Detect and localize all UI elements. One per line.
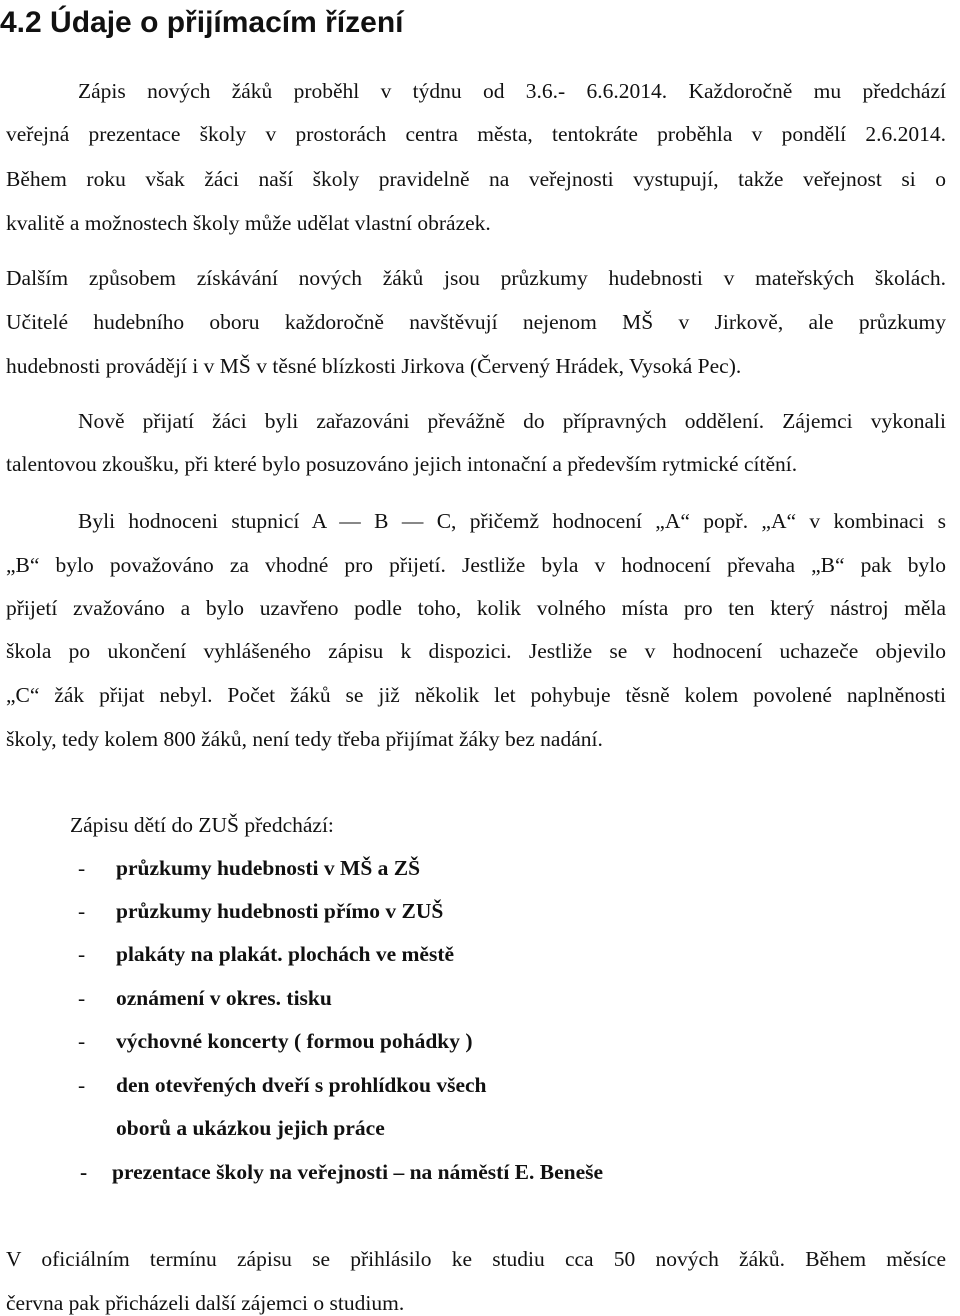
list-item-text: plakáty na plakát. plochách ve městě <box>116 942 455 966</box>
list-item <box>0 855 960 881</box>
paragraph-4-line-6: školy, tedy kolem 800 žáků, není tedy třeba přijímat žáky bez nadání. <box>6 727 603 751</box>
paragraph-2-line-2: Učitelé hudebního oboru každoročně navštěvují nejenom MŠ v Jirkově, ale průzkumy <box>6 310 946 334</box>
paragraph-5-line-2: června pak přicházeli další zájemci o studium. <box>6 1291 405 1315</box>
list-dash: - <box>80 1160 88 1184</box>
list-dash: - <box>78 856 86 880</box>
list-dash: - <box>78 899 86 923</box>
list-item-text: oborů a ukázkou jejich práce <box>116 1116 385 1140</box>
list-item-text: den otevřených dveří s prohlídkou všech <box>116 1073 487 1097</box>
paragraph-2-line-3: hudebnosti provádějí i v MŠ v těsné blízkosti Jirkova (Červený Hrádek, Vysoká Pec). <box>6 354 742 378</box>
paragraph-3-line-1: Nově přijatí žáci byli zařazováni převážně do přípravných oddělení. Zájemci vykonali <box>78 409 946 433</box>
paragraph-2-line-1: Dalším způsobem získávání nových žáků jsou průzkumy hudebnosti v mateřských školách. <box>6 266 946 290</box>
paragraph-1-line-4: kvalitě a možnostech školy může udělat vlastní obrázek. <box>6 211 491 235</box>
list-item-text: průzkumy hudebnosti v MŠ a ZŠ <box>116 856 421 880</box>
paragraph-1-line-2: veřejná prezentace školy v prostorách centra města, tentokráte proběhla v pondělí 2.6.2014. <box>6 122 946 146</box>
paragraph-4-line-2: „B“ bylo považováno za vhodné pro přijetí. Jestliže byla v hodnocení převaha „B“ pak bylo <box>6 553 946 577</box>
list-item <box>0 898 960 924</box>
paragraph-4-line-5: „C“ žák přijat nebyl. Počet žáků se již několik let pohybuje těsně kolem povolené naplněnosti <box>6 683 946 707</box>
paragraph-5-line-1: V oficiálním termínu zápisu se přihlásilo ke studiu cca 50 nových žáků. Během měsíce <box>6 1247 946 1271</box>
paragraph-4-line-4: škola po ukončení vyhlášeného zápisu k dispozici. Jestliže se v hodnocení uchazeče objevilo <box>6 639 946 663</box>
section-heading: 4.2 Údaje o přijímacím řízení <box>0 6 404 39</box>
list-item <box>0 1159 960 1185</box>
list-item-text: oznámení v okres. tisku <box>116 986 332 1010</box>
paragraph-4-line-1: Byli hodnoceni stupnicí A — B — C, přičemž hodnocení „A“ popř. „A“ v kombinaci s <box>78 509 946 533</box>
list-item-continuation <box>0 1115 960 1141</box>
list-dash: - <box>78 1029 86 1053</box>
list-item <box>0 1072 960 1098</box>
list-item <box>0 1028 960 1054</box>
list-item <box>0 985 960 1011</box>
list-dash: - <box>78 1073 86 1097</box>
list-dash: - <box>78 986 86 1010</box>
paragraph-1-line-3: Během roku však žáci naší školy pravidelně na veřejnosti vystupují, takže veřejnost si o <box>6 167 946 191</box>
paragraph-4-line-3: přijetí zvažováno a bylo uzavřeno podle toho, kolik volného místa pro ten který nástroj měla <box>6 596 946 620</box>
paragraph-1-line-1: Zápis nových žáků proběhl v týdnu od 3.6.- 6.6.2014. Každoročně mu předchází <box>78 79 946 103</box>
list-dash: - <box>78 942 86 966</box>
list-item-text: výchovné koncerty ( formou pohádky ) <box>116 1029 473 1053</box>
list-intro: Zápisu dětí do ZUŠ předchází: <box>70 813 334 837</box>
list-item-text: prezentace školy na veřejnosti – na náměstí E. Beneše <box>112 1160 604 1184</box>
paragraph-3-line-2: talentovou zkoušku, při které bylo posuzováno jejich intonační a především rytmické cítění. <box>6 452 798 476</box>
list-item <box>0 941 960 967</box>
list-item-text: průzkumy hudebnosti přímo v ZUŠ <box>116 899 444 923</box>
